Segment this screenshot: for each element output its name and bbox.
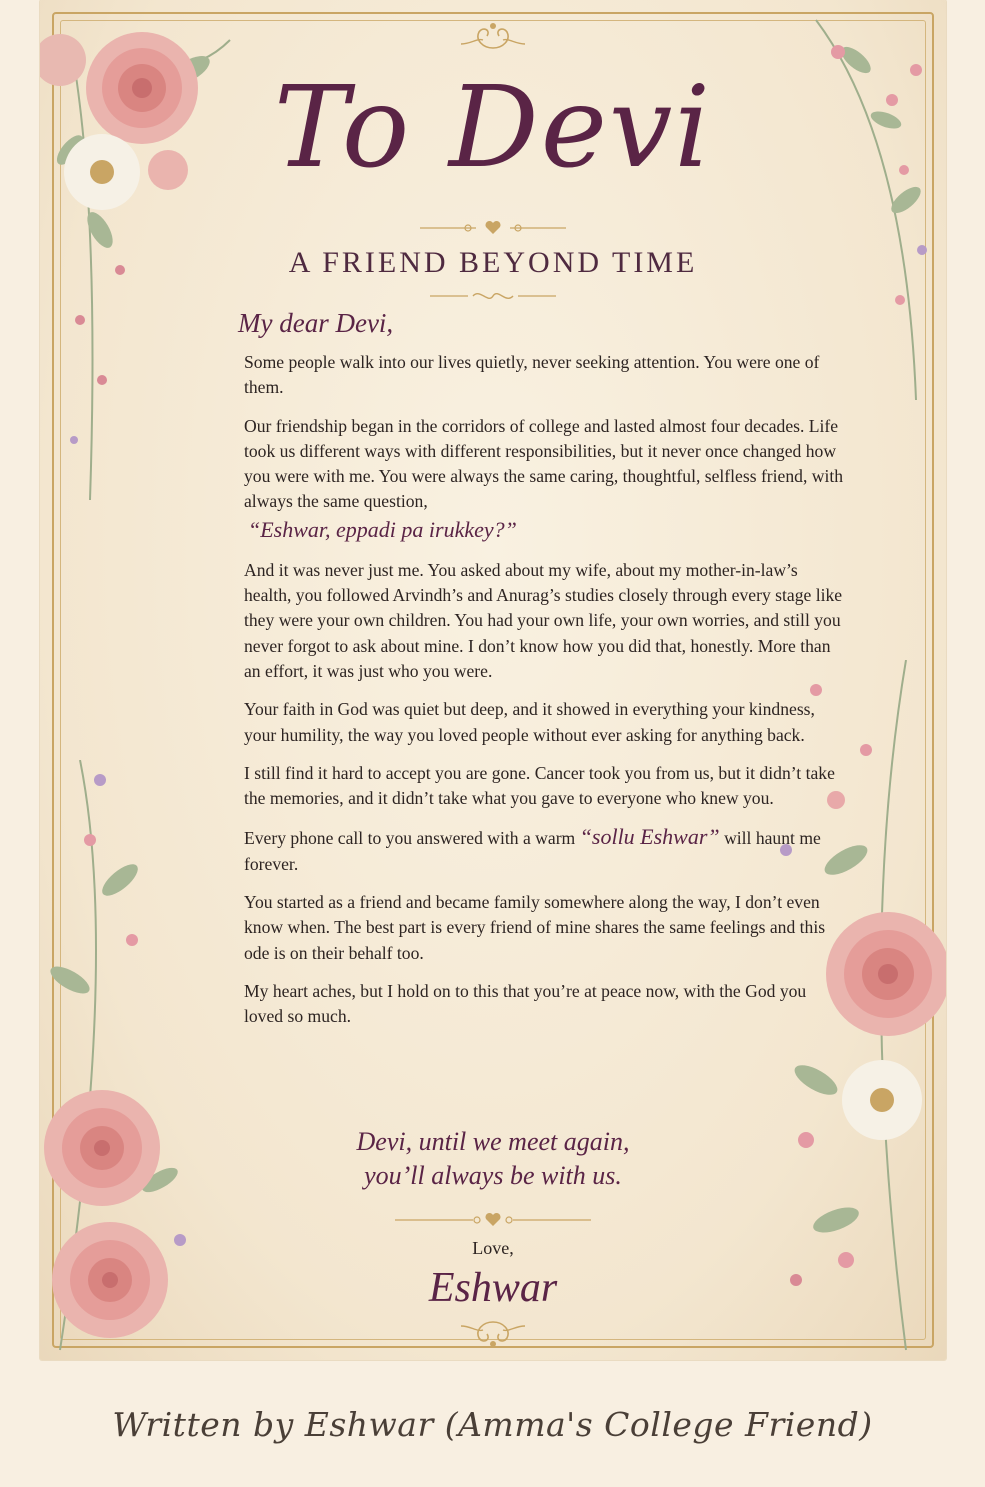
letter-paragraph: Some people walk into our lives quietly, never seeking attention. You were one of them. <box>244 352 820 398</box>
heart-divider <box>393 1210 593 1230</box>
heart-divider <box>418 218 568 238</box>
gold-flourish-icon <box>453 1316 533 1352</box>
letter-paragraph: My heart aches, but I hold on to this that you’re at peace now, with the God you loved so much. <box>244 980 807 1027</box>
closing-verse <box>40 1125 946 1193</box>
letter-paragraph: You started as a friend and became family somewhere along the way, I don’t even know when. The best part is every friend of mine shares the same feelings and this ode is on their behalf too. <box>244 892 826 963</box>
signature: Eshwar <box>428 1265 558 1311</box>
quote-sollu: “sollu Eshwar” <box>579 824 720 850</box>
phone-call-text: Every phone call to you answered with a warm <box>244 828 576 849</box>
gold-flourish-icon <box>428 286 558 306</box>
phone-call-text-end: will haunt me forever. <box>244 828 821 874</box>
letter-paragraph: Our friendship began in the corridors of college and lasted almost four decades. Life took us different ways with different responsibilities, but it never once changed how you were with me. You were always the same caring, thoughtful, selfless friend, with always the same question, <box>244 415 844 512</box>
letter-paragraph: And it was never just me. You asked about my wife, about my mother-in-law’s health, you followed Arvindh’s and Anurag’s studies closely through every stage like they were your own children. You had your own life, your own worries, and still you never forgot to ask about mine. I don’t know how you did that, honestly. More than an effort, it was just who you were. <box>244 559 843 681</box>
closing-line: you’ll always be with us. <box>364 1161 622 1190</box>
letter-subtitle: A FRIEND BEYOND TIME <box>288 246 698 279</box>
letter-greeting: My dear Devi, <box>238 308 394 338</box>
gold-flourish-icon <box>453 18 533 54</box>
letter-paragraph: Your faith in God was quiet but deep, and it showed in everything your kindness, your humility, the way you loved people without ever asking for anything back. <box>244 699 815 745</box>
image-caption: Written by Eshwar (Amma's College Friend) <box>112 1405 873 1444</box>
letter-title: To Devi <box>273 63 713 193</box>
closing-line: Devi, until we meet again, <box>356 1127 630 1156</box>
sign-off: Love, <box>472 1238 514 1258</box>
heart-icon <box>485 1213 500 1226</box>
letter-card <box>40 0 946 1360</box>
heart-icon <box>485 221 500 234</box>
phone-call-paragraph <box>244 824 844 877</box>
letter-body <box>244 350 844 1043</box>
quote-eppadi: “Eshwar, eppadi pa irukkey?” <box>248 516 517 542</box>
letter-paragraph: I still find it hard to accept you are gone. Cancer took you from us, but it didn’t take the memories, and it didn’t take what you gave to everyone who knew you. <box>244 762 835 809</box>
